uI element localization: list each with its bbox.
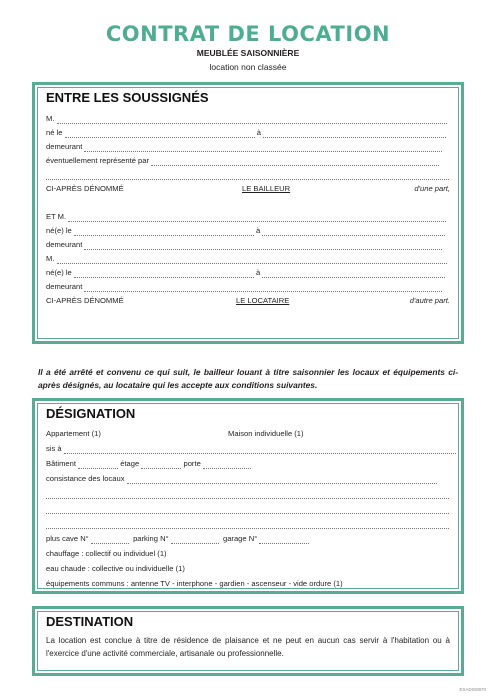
bailleur-name-line: M. — [46, 113, 447, 124]
bailleur-label: LE BAILLEUR — [242, 184, 291, 193]
designation-heading: DÉSIGNATION — [46, 406, 136, 421]
consistance-line: consistance des locaux — [46, 473, 437, 484]
parties-heading: ENTRE LES SOUSSIGNÉS — [46, 90, 209, 105]
blank-line — [46, 518, 449, 529]
locataire2-address-line: demeurant — [46, 281, 442, 292]
equipment-line: équipements communs : antenne TV - interphone - gardien - ascenseur - vide ordure (1) — [46, 579, 343, 588]
blank-line — [46, 488, 449, 499]
building-line: Bâtiment étage porte — [46, 458, 251, 469]
hot-water-line: eau chaude : collective ou individuelle (1) — [46, 564, 185, 573]
blank-line — [46, 169, 449, 180]
locataire1-address-line: demeurant — [46, 239, 442, 250]
destination-heading: DESTINATION — [46, 614, 134, 629]
document-subtitle: MEUBLÉE SAISONNIÈRE — [196, 48, 300, 58]
locataire1-name-line: ET M. — [46, 211, 446, 222]
locataire1-birth-line: né(e) le à — [46, 225, 445, 236]
locataire-denomination-line: CI-APRÈS DÉNOMMÉ LE LOCATAIRE d'autre part. — [46, 296, 450, 305]
locataire-label: LE LOCATAIRE — [236, 296, 290, 305]
locataire2-birth-line: né(e) le à — [46, 267, 445, 278]
annex-line: plus cave N° parking N° garage N° — [46, 533, 309, 544]
document-title: CONTRAT DE LOCATION — [105, 22, 391, 46]
representative-line: éventuellement représenté par — [46, 155, 439, 166]
footer-reference: EXADIS0970 — [459, 687, 486, 692]
agreement-paragraph: Il a été arrêté et convenu ce qui suit, le bailleur louant à titre saisonnier les locaux et équipements ci-après désignés, au locataire qui les accepte aux conditions suivantes. — [38, 367, 458, 390]
blank-line — [46, 503, 449, 514]
locataire2-name-line: M. — [46, 253, 447, 264]
location-line: sis à — [46, 443, 456, 454]
bailleur-address-line: demeurant — [46, 141, 442, 152]
bailleur-birth-line: né le à — [46, 127, 446, 138]
destination-text: La location est conclue à titre de résidence de plaisance et ne peut en aucun cas servir à l'habitation ou à l'exercice d'une activité commerciale, artisanale ou professionnelle. — [46, 636, 450, 658]
heating-line: chauffage : collectif ou individuel (1) — [46, 549, 167, 558]
document-note: location non classée — [209, 62, 287, 72]
property-type-line: Appartement (1) Maison individuelle (1) — [46, 429, 304, 438]
bailleur-denomination-line: CI-APRÈS DÉNOMMÉ LE BAILLEUR d'une part, — [46, 184, 450, 193]
